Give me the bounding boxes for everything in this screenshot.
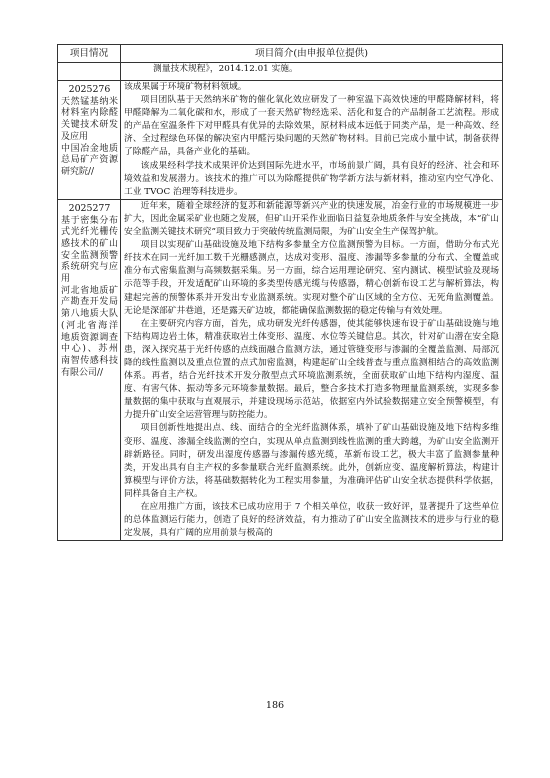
page-number: 186 [265, 700, 285, 711]
project-summary-cell [121, 199, 503, 540]
table-row [58, 199, 503, 540]
summary-paragraph: 该成果属于环境矿物材料领域。 [124, 82, 247, 92]
summary-paragraph: 项目团队基于天然纳米矿物的催化氧化效应研发了一种室温下高效快速的甲醛降解材料，将甲醛降解为二氧化碳和水，形成了一套天然矿物经选采、活化和复合的产品制备工艺流程。形成的产品在室温条件下对甲醛具有优异的去除效果，原材料成本远低于同类产品，是一种高效、经济、全过程绿色环保的解决室内甲醛污染问题的天然矿物材料。目前已完成小量中试，制备获得了除醛产品，具备产业化的基础。 [124, 95, 499, 158]
summary-paragraph: 在应用推广方面，该技术已成功应用于 7 个相关单位，收获一致好评，显著提升了这些单位的总体监测运行能力，创造了良好的经济效益，有力推动了矿山安全监测技术的进步与行业的稳定发展，具有广阔的应用前景与极高的 [124, 502, 499, 539]
table-header-row [58, 45, 503, 63]
summary-paragraph: 近年来，随着全球经济的复苏和新能源等新兴产业的快速发展，冶金行业的市场规模进一步扩大，因此金属采矿业也随之发展，但矿山开采作业面临日益复杂地质条件与安全挑战，本“矿山安全监测关键技术研究”项目致力于突破传统监测局限，为矿山安全生产保驾护航。 [124, 200, 499, 238]
table-row [58, 63, 503, 81]
project-code: 2025277 [68, 202, 111, 214]
project-code: 2025276 [68, 84, 111, 95]
header-project-info: 项目情况 [58, 45, 121, 63]
project-title: 天然锰基纳米材料室内除醛关键技术研发及应用 [61, 96, 118, 142]
project-info-cell [58, 63, 121, 81]
header-project-summary: 项目简介(由申报单位提供) [121, 45, 503, 63]
summary-paragraph: 项目以实现矿山基础设施及地下结构多参量全方位监测预警为目标。一方面，借助分布式光纤技术在同一光纤加工数千光栅感测点，达成对变形、温度、渗漏等多参量的分布式、全覆盖或准分布式密集监测与高频数据采集。另一方面，综合运用理论研究、室内测试、模型试验及现场示范等手段，开发适配矿山环境的多类型传感光缆与传感器，精心创新布设工艺与解析算法，构建起完善的预警体系并开发出专业监测系统。实现对整个矿山区域的全方位、无死角监测覆盖。无论是深部矿井巷道，还是露天矿边坡，都能确保监测数据的稳定传输与有效处理。 [124, 240, 499, 316]
summary-paragraph: 项目创新性地提出点、线、面结合的全光纤监测体系，填补了矿山基础设施及地下结构多维变形、温度、渗漏全线监测的空白，实现从单点监测到线性监测的重大跨越，为矿山安全监测开辟新路径。同时，研发出湿度传感器与渗漏传感光缆，革新布设工艺，极大丰富了监测参量种类，开发出具有自主产权的多参量联合光纤监测系统。此外，创新应变、温度解析算法，构建计算模型与评价方法，将基础数据转化为工程实用参量，为准确评估矿山安全状态提供科学依据，同样具备自主产权。 [124, 423, 499, 499]
project-table [57, 44, 503, 541]
project-organization: 河北省地质矿产勘查开发局第八地质大队(河北省海洋地质资源调查中心)、苏州南智传感科技有限公司// [61, 285, 118, 378]
summary-paragraph: 在主要研究内容方面，首先，成功研发光纤传感器，使其能够快速布设于矿山基础设施与地下结构周边岩土体，精准获取岩土体变形、温度、水位等关键信息。其次，针对矿山潜在安全隐患，深入探究基于光纤传感的点线面融合监测方法，通过管缝变形与渗漏的全覆盖监测、局部沉降的线性监测以及重点位置的点式加密监测，构建起矿山全线普查与重点监测相结合的高效监测体系。再者，结合光纤技术开发分散型点式环境监测系统，全面获取矿山地下结构内湿度、温度、有害气体、振动等多元环境参量数据。最后，整合多技术打造多物理量监测系统，实现多参量数据的集中获取与直观展示，并建设现场示范站，依据室内外试验数据建立安全预警模型，有力提升矿山安全运营管理与防控能力。 [124, 318, 499, 421]
project-title: 基于密集分布式光纤光栅传感技术的矿山安全监测预警系统研究与应用 [61, 215, 118, 285]
table-row [58, 81, 503, 200]
summary-paragraph: 测量技术规程》，2014.12.01 实施。 [153, 64, 298, 74]
project-organization: 中国冶金地质总局矿产资源研究院// [61, 143, 118, 177]
project-info-cell [58, 199, 121, 540]
document-page [57, 44, 503, 541]
project-info-cell [58, 81, 121, 200]
summary-paragraph: 该成果经科学技术成果评价达到国际先进水平，市场前景广阔，具有良好的经济、社会和环境效益和发展潜力。该技术的推广可以为除醛提供矿物学新方法与新材料，推动室内空气净化、工业 TVOC 治理等科技进步。 [124, 160, 499, 197]
project-summary-cell [121, 63, 503, 81]
project-summary-cell [121, 81, 503, 200]
